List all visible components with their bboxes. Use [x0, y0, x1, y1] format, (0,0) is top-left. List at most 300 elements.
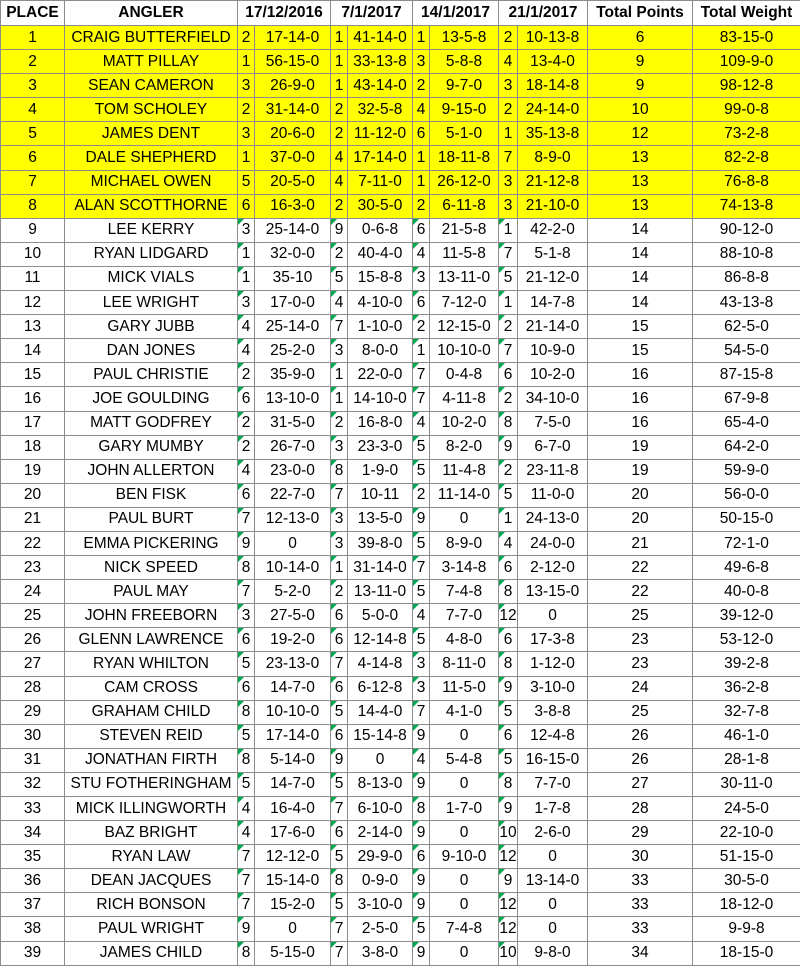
round-2-weight-cell: 14-10-0 [348, 387, 413, 411]
table-row [1, 676, 800, 700]
round-2-weight-cell: 0-6-8 [348, 218, 413, 242]
total-weight-cell: 49-6-8 [693, 556, 800, 580]
round-2-peg-cell: 5 [331, 845, 348, 869]
round-3-weight-cell: 4-1-0 [430, 700, 499, 724]
round-3-weight-cell: 5-4-8 [430, 748, 499, 772]
place-cell: 22 [1, 531, 65, 555]
round-3-peg-cell: 5 [413, 917, 430, 941]
angler-cell: EMMA PICKERING [65, 531, 238, 555]
total-points-cell: 29 [588, 821, 693, 845]
table-row [1, 628, 800, 652]
total-points-cell: 21 [588, 531, 693, 555]
angler-cell: BAZ BRIGHT [65, 821, 238, 845]
round-3-weight-cell: 12-15-0 [430, 315, 499, 339]
total-weight-cell: 24-5-0 [693, 797, 800, 821]
total-points-cell: 27 [588, 772, 693, 796]
round-4-weight-cell: 34-10-0 [518, 387, 588, 411]
place-cell: 25 [1, 604, 65, 628]
total-weight-cell: 82-2-8 [693, 146, 800, 170]
round-3-peg-cell: 3 [413, 676, 430, 700]
round-2-peg-cell: 6 [331, 676, 348, 700]
round-2-weight-cell: 3-10-0 [348, 893, 413, 917]
round-1-weight-cell: 0 [255, 531, 331, 555]
table-row [1, 700, 800, 724]
round-2-peg-cell: 3 [331, 339, 348, 363]
round-3-peg-cell: 9 [413, 869, 430, 893]
round-1-weight-cell: 35-9-0 [255, 363, 331, 387]
round-2-weight-cell: 0-9-0 [348, 869, 413, 893]
round-4-weight-cell: 13-4-0 [518, 50, 588, 74]
total-points-cell: 6 [588, 26, 693, 50]
round-3-weight-cell: 3-14-8 [430, 556, 499, 580]
round-2-weight-cell: 10-11 [348, 483, 413, 507]
round-2-weight-cell: 39-8-0 [348, 531, 413, 555]
round-4-weight-cell: 42-2-0 [518, 218, 588, 242]
round-1-peg-cell: 8 [238, 941, 255, 965]
angler-cell: RYAN LAW [65, 845, 238, 869]
round-3-weight-cell: 9-15-0 [430, 98, 499, 122]
round-1-peg-cell: 2 [238, 411, 255, 435]
round-4-weight-cell: 23-11-8 [518, 459, 588, 483]
round-4-peg-cell: 12 [499, 893, 518, 917]
round-1-peg-cell: 8 [238, 700, 255, 724]
round-1-weight-cell: 31-5-0 [255, 411, 331, 435]
round-3-weight-cell: 4-8-0 [430, 628, 499, 652]
round-4-peg-cell: 6 [499, 724, 518, 748]
angler-cell: JOHN ALLERTON [65, 459, 238, 483]
round-3-weight-cell: 6-11-8 [430, 194, 499, 218]
round-3-peg-cell: 3 [413, 266, 430, 290]
round-3-peg-cell: 7 [413, 556, 430, 580]
round-4-peg-cell: 5 [499, 483, 518, 507]
angler-cell: JOE GOULDING [65, 387, 238, 411]
round-3-weight-cell: 0 [430, 507, 499, 531]
round-4-peg-cell: 12 [499, 604, 518, 628]
table-row [1, 797, 800, 821]
table-row [1, 917, 800, 941]
angler-cell: CAM CROSS [65, 676, 238, 700]
round-2-weight-cell: 0 [348, 748, 413, 772]
total-weight-cell: 18-15-0 [693, 941, 800, 965]
table-row [1, 941, 800, 965]
round-4-weight-cell: 21-10-0 [518, 194, 588, 218]
round-1-weight-cell: 17-6-0 [255, 821, 331, 845]
angler-cell: DAN JONES [65, 339, 238, 363]
round-4-weight-cell: 10-2-0 [518, 363, 588, 387]
round-2-weight-cell: 41-14-0 [348, 26, 413, 50]
round-1-weight-cell: 17-14-0 [255, 26, 331, 50]
round-1-peg-cell: 7 [238, 869, 255, 893]
round-2-weight-cell: 2-14-0 [348, 821, 413, 845]
round-2-weight-cell: 16-8-0 [348, 411, 413, 435]
round-4-weight-cell: 2-6-0 [518, 821, 588, 845]
round-3-weight-cell: 5-1-0 [430, 122, 499, 146]
total-weight-cell: 86-8-8 [693, 266, 800, 290]
angler-cell: DALE SHEPHERD [65, 146, 238, 170]
round-2-weight-cell: 22-0-0 [348, 363, 413, 387]
round-1-weight-cell: 26-7-0 [255, 435, 331, 459]
round-2-weight-cell: 3-8-0 [348, 941, 413, 965]
round-1-weight-cell: 15-2-0 [255, 893, 331, 917]
round-1-peg-cell: 1 [238, 242, 255, 266]
round-1-peg-cell: 3 [238, 122, 255, 146]
angler-cell: RYAN LIDGARD [65, 242, 238, 266]
place-cell: 18 [1, 435, 65, 459]
total-points-cell: 33 [588, 869, 693, 893]
round-4-weight-cell: 11-0-0 [518, 483, 588, 507]
round-2-weight-cell: 29-9-0 [348, 845, 413, 869]
round-4-weight-cell: 1-12-0 [518, 652, 588, 676]
round-3-weight-cell: 0-4-8 [430, 363, 499, 387]
total-points-cell: 15 [588, 339, 693, 363]
angler-cell: MATT GODFREY [65, 411, 238, 435]
round-1-weight-cell: 15-14-0 [255, 869, 331, 893]
round-1-peg-cell: 8 [238, 748, 255, 772]
round-3-peg-cell: 3 [413, 50, 430, 74]
round-1-peg-cell: 9 [238, 531, 255, 555]
round-1-weight-cell: 25-14-0 [255, 315, 331, 339]
total-points-cell: 10 [588, 98, 693, 122]
round-3-peg-cell: 2 [413, 315, 430, 339]
round-1-peg-cell: 1 [238, 146, 255, 170]
round-1-peg-cell: 5 [238, 772, 255, 796]
round-4-peg-cell: 12 [499, 845, 518, 869]
total-weight-cell: 64-2-0 [693, 435, 800, 459]
round-3-weight-cell: 18-11-8 [430, 146, 499, 170]
table-row [1, 604, 800, 628]
total-points-cell: 34 [588, 941, 693, 965]
table-row [1, 435, 800, 459]
round-2-weight-cell: 2-5-0 [348, 917, 413, 941]
round-1-peg-cell: 3 [238, 291, 255, 315]
table-row [1, 459, 800, 483]
angler-cell: MICK ILLINGWORTH [65, 797, 238, 821]
round-1-weight-cell: 25-14-0 [255, 218, 331, 242]
place-cell: 32 [1, 772, 65, 796]
round-3-peg-cell: 5 [413, 628, 430, 652]
round-4-weight-cell: 0 [518, 917, 588, 941]
round-2-weight-cell: 11-12-0 [348, 122, 413, 146]
total-points-cell: 22 [588, 556, 693, 580]
round-2-peg-cell: 8 [331, 459, 348, 483]
angler-cell: MICK VIALS [65, 266, 238, 290]
round-4-peg-cell: 3 [499, 74, 518, 98]
round-2-weight-cell: 6-10-0 [348, 797, 413, 821]
round-4-peg-cell: 6 [499, 363, 518, 387]
round-3-weight-cell: 11-4-8 [430, 459, 499, 483]
round-2-peg-cell: 7 [331, 483, 348, 507]
total-weight-cell: 30-5-0 [693, 869, 800, 893]
round-2-peg-cell: 7 [331, 652, 348, 676]
round-4-weight-cell: 8-9-0 [518, 146, 588, 170]
angler-cell: JAMES CHILD [65, 941, 238, 965]
round-2-peg-cell: 1 [331, 387, 348, 411]
round-4-peg-cell: 2 [499, 387, 518, 411]
round-4-weight-cell: 9-8-0 [518, 941, 588, 965]
angler-cell: GLENN LAWRENCE [65, 628, 238, 652]
round-2-weight-cell: 30-5-0 [348, 194, 413, 218]
round-4-weight-cell: 35-13-8 [518, 122, 588, 146]
round-2-weight-cell: 8-13-0 [348, 772, 413, 796]
table-row [1, 50, 800, 74]
total-points-cell: 14 [588, 266, 693, 290]
round-2-weight-cell: 33-13-8 [348, 50, 413, 74]
round-4-weight-cell: 21-12-8 [518, 170, 588, 194]
total-points-cell: 13 [588, 146, 693, 170]
round-4-peg-cell: 4 [499, 531, 518, 555]
round-3-weight-cell: 9-10-0 [430, 845, 499, 869]
round-4-peg-cell: 2 [499, 459, 518, 483]
table-row [1, 748, 800, 772]
place-cell: 12 [1, 291, 65, 315]
angler-cell: LEE KERRY [65, 218, 238, 242]
round-3-weight-cell: 7-12-0 [430, 291, 499, 315]
place-cell: 20 [1, 483, 65, 507]
round-3-weight-cell: 0 [430, 772, 499, 796]
round-2-weight-cell: 6-12-8 [348, 676, 413, 700]
total-weight-cell: 74-13-8 [693, 194, 800, 218]
table-row [1, 580, 800, 604]
total-weight-cell: 90-12-0 [693, 218, 800, 242]
round-3-weight-cell: 10-10-0 [430, 339, 499, 363]
place-cell: 35 [1, 845, 65, 869]
round-4-weight-cell: 13-15-0 [518, 580, 588, 604]
round-4-peg-cell: 8 [499, 652, 518, 676]
angler-cell: RICH BONSON [65, 893, 238, 917]
total-weight-cell: 46-1-0 [693, 724, 800, 748]
angler-cell: GRAHAM CHILD [65, 700, 238, 724]
table-row [1, 218, 800, 242]
header-total-weight: Total Weight [693, 1, 800, 26]
angler-cell: LEE WRIGHT [65, 291, 238, 315]
round-1-peg-cell: 1 [238, 50, 255, 74]
round-4-peg-cell: 9 [499, 869, 518, 893]
round-4-peg-cell: 10 [499, 821, 518, 845]
table-row [1, 893, 800, 917]
total-weight-cell: 39-12-0 [693, 604, 800, 628]
total-points-cell: 13 [588, 170, 693, 194]
table-row [1, 724, 800, 748]
round-1-peg-cell: 5 [238, 170, 255, 194]
round-2-peg-cell: 1 [331, 74, 348, 98]
round-1-weight-cell: 27-5-0 [255, 604, 331, 628]
round-2-peg-cell: 4 [331, 146, 348, 170]
table-row [1, 146, 800, 170]
round-4-peg-cell: 8 [499, 580, 518, 604]
place-cell: 30 [1, 724, 65, 748]
round-2-peg-cell: 5 [331, 772, 348, 796]
round-2-peg-cell: 1 [331, 26, 348, 50]
place-cell: 7 [1, 170, 65, 194]
round-1-peg-cell: 6 [238, 628, 255, 652]
round-1-weight-cell: 20-5-0 [255, 170, 331, 194]
total-weight-cell: 98-12-8 [693, 74, 800, 98]
round-3-peg-cell: 6 [413, 291, 430, 315]
round-4-peg-cell: 4 [499, 50, 518, 74]
place-cell: 23 [1, 556, 65, 580]
round-2-weight-cell: 40-4-0 [348, 242, 413, 266]
round-2-peg-cell: 1 [331, 556, 348, 580]
round-2-peg-cell: 2 [331, 580, 348, 604]
round-4-peg-cell: 5 [499, 748, 518, 772]
round-1-peg-cell: 2 [238, 435, 255, 459]
round-2-weight-cell: 23-3-0 [348, 435, 413, 459]
round-1-peg-cell: 6 [238, 676, 255, 700]
place-cell: 15 [1, 363, 65, 387]
place-cell: 9 [1, 218, 65, 242]
round-2-weight-cell: 7-11-0 [348, 170, 413, 194]
round-2-peg-cell: 7 [331, 941, 348, 965]
round-4-weight-cell: 21-12-0 [518, 266, 588, 290]
angler-cell: MATT PILLAY [65, 50, 238, 74]
round-3-peg-cell: 1 [413, 339, 430, 363]
place-cell: 37 [1, 893, 65, 917]
table-body [1, 26, 800, 966]
total-points-cell: 16 [588, 411, 693, 435]
round-4-peg-cell: 10 [499, 941, 518, 965]
place-cell: 33 [1, 797, 65, 821]
total-weight-cell: 32-7-8 [693, 700, 800, 724]
round-2-weight-cell: 13-11-0 [348, 580, 413, 604]
round-4-weight-cell: 12-4-8 [518, 724, 588, 748]
round-2-weight-cell: 4-10-0 [348, 291, 413, 315]
total-weight-cell: 56-0-0 [693, 483, 800, 507]
round-4-weight-cell: 17-3-8 [518, 628, 588, 652]
round-1-weight-cell: 19-2-0 [255, 628, 331, 652]
round-3-peg-cell: 2 [413, 194, 430, 218]
angler-cell: JONATHAN FIRTH [65, 748, 238, 772]
round-2-weight-cell: 1-9-0 [348, 459, 413, 483]
header-place: PLACE [1, 1, 65, 26]
angler-cell: PAUL CHRISTIE [65, 363, 238, 387]
round-3-peg-cell: 1 [413, 146, 430, 170]
round-2-weight-cell: 17-14-0 [348, 146, 413, 170]
table-row [1, 411, 800, 435]
round-4-weight-cell: 5-1-8 [518, 242, 588, 266]
total-weight-cell: 67-9-8 [693, 387, 800, 411]
table-row [1, 531, 800, 555]
round-3-weight-cell: 7-7-0 [430, 604, 499, 628]
round-1-weight-cell: 16-4-0 [255, 797, 331, 821]
place-cell: 39 [1, 941, 65, 965]
total-weight-cell: 51-15-0 [693, 845, 800, 869]
table-row [1, 26, 800, 50]
total-points-cell: 14 [588, 291, 693, 315]
total-points-cell: 14 [588, 242, 693, 266]
total-points-cell: 19 [588, 459, 693, 483]
round-2-peg-cell: 6 [331, 604, 348, 628]
round-3-weight-cell: 7-4-8 [430, 917, 499, 941]
table-row [1, 772, 800, 796]
angler-cell: GARY JUBB [65, 315, 238, 339]
round-1-peg-cell: 3 [238, 74, 255, 98]
place-cell: 1 [1, 26, 65, 50]
round-2-peg-cell: 6 [331, 821, 348, 845]
total-points-cell: 30 [588, 845, 693, 869]
round-2-peg-cell: 9 [331, 218, 348, 242]
round-4-peg-cell: 1 [499, 218, 518, 242]
total-weight-cell: 83-15-0 [693, 26, 800, 50]
place-cell: 24 [1, 580, 65, 604]
total-points-cell: 25 [588, 700, 693, 724]
angler-cell: MICHAEL OWEN [65, 170, 238, 194]
round-1-weight-cell: 37-0-0 [255, 146, 331, 170]
round-3-peg-cell: 5 [413, 531, 430, 555]
round-2-weight-cell: 5-0-0 [348, 604, 413, 628]
round-4-peg-cell: 2 [499, 26, 518, 50]
round-3-peg-cell: 9 [413, 821, 430, 845]
table-row [1, 821, 800, 845]
total-weight-cell: 76-8-8 [693, 170, 800, 194]
total-points-cell: 12 [588, 122, 693, 146]
round-3-weight-cell: 0 [430, 821, 499, 845]
round-1-weight-cell: 32-0-0 [255, 242, 331, 266]
round-1-weight-cell: 14-7-0 [255, 772, 331, 796]
round-4-peg-cell: 3 [499, 194, 518, 218]
table-row [1, 507, 800, 531]
total-weight-cell: 30-11-0 [693, 772, 800, 796]
round-1-weight-cell: 17-14-0 [255, 724, 331, 748]
place-cell: 27 [1, 652, 65, 676]
total-points-cell: 28 [588, 797, 693, 821]
round-3-weight-cell: 0 [430, 941, 499, 965]
round-4-peg-cell: 1 [499, 507, 518, 531]
table-row [1, 242, 800, 266]
round-4-weight-cell: 3-10-0 [518, 676, 588, 700]
round-4-peg-cell: 7 [499, 146, 518, 170]
round-4-peg-cell: 1 [499, 291, 518, 315]
round-3-peg-cell: 5 [413, 435, 430, 459]
round-3-peg-cell: 4 [413, 98, 430, 122]
round-1-weight-cell: 26-9-0 [255, 74, 331, 98]
round-1-peg-cell: 4 [238, 459, 255, 483]
round-1-peg-cell: 6 [238, 387, 255, 411]
table-row [1, 339, 800, 363]
round-3-peg-cell: 5 [413, 580, 430, 604]
round-2-weight-cell: 1-10-0 [348, 315, 413, 339]
table-row [1, 652, 800, 676]
round-1-peg-cell: 7 [238, 580, 255, 604]
round-3-peg-cell: 4 [413, 604, 430, 628]
total-points-cell: 16 [588, 387, 693, 411]
round-4-peg-cell: 9 [499, 435, 518, 459]
round-4-weight-cell: 13-14-0 [518, 869, 588, 893]
place-cell: 4 [1, 98, 65, 122]
total-weight-cell: 28-1-8 [693, 748, 800, 772]
total-points-cell: 25 [588, 604, 693, 628]
total-points-cell: 19 [588, 435, 693, 459]
round-1-peg-cell: 6 [238, 483, 255, 507]
table-row [1, 387, 800, 411]
round-3-weight-cell: 10-2-0 [430, 411, 499, 435]
round-2-peg-cell: 3 [331, 435, 348, 459]
round-4-weight-cell: 24-13-0 [518, 507, 588, 531]
round-1-weight-cell: 35-10 [255, 266, 331, 290]
place-cell: 16 [1, 387, 65, 411]
round-1-peg-cell: 9 [238, 917, 255, 941]
round-1-peg-cell: 7 [238, 507, 255, 531]
round-1-weight-cell: 5-2-0 [255, 580, 331, 604]
round-1-weight-cell: 5-15-0 [255, 941, 331, 965]
round-4-weight-cell: 7-5-0 [518, 411, 588, 435]
round-3-peg-cell: 1 [413, 170, 430, 194]
total-weight-cell: 73-2-8 [693, 122, 800, 146]
round-3-peg-cell: 5 [413, 459, 430, 483]
round-3-peg-cell: 9 [413, 941, 430, 965]
round-2-peg-cell: 2 [331, 98, 348, 122]
total-points-cell: 20 [588, 507, 693, 531]
round-2-peg-cell: 5 [331, 700, 348, 724]
